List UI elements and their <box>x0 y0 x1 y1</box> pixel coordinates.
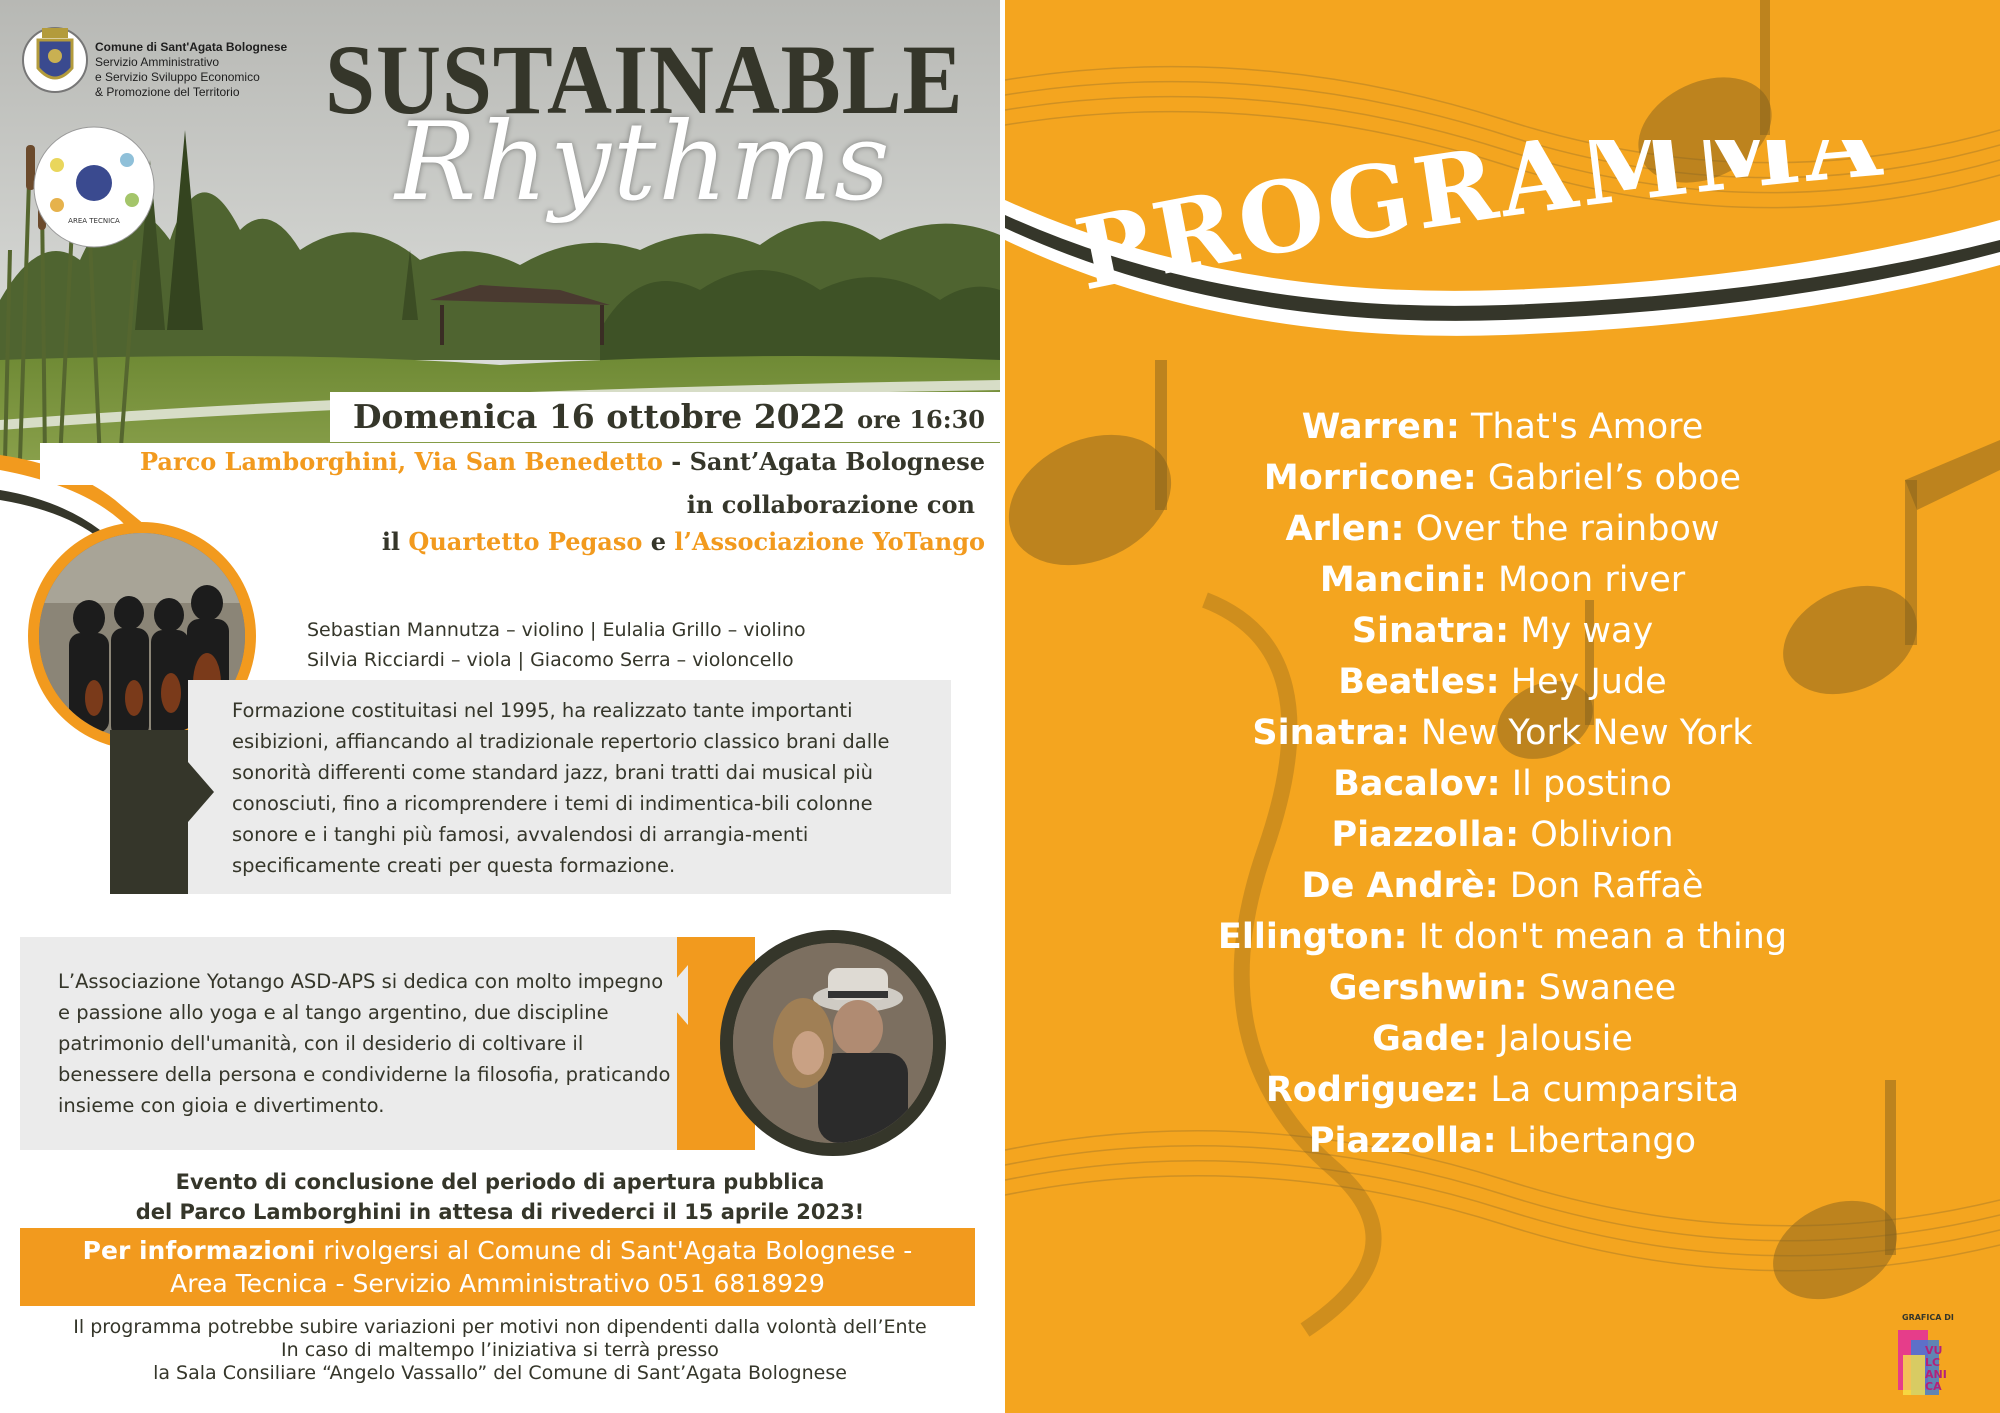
closing-line: del Parco Lamborghini in attesa di rivederci il 15 aprile 2023! <box>135 1200 865 1224</box>
quartet-description: Formazione costituitasi nel 1995, ha realizzato tante importanti esibizioni, affiancando al tradizionale repertorio classico brani dalle sonorità differenti come standard jazz, brani tratti dai musical più conosciuti, fino a ricomprendere i temi di indimentica-bili colonne sonore e i tanghi più famosi, avvalendosi di arrangia-menti specificamente creati per questa formazione. <box>232 699 890 877</box>
info-text <box>20 1234 975 1300</box>
footer-line: In caso di maltempo l’iniziativa si terrà presso <box>281 1339 719 1361</box>
quartet-panel-accent <box>110 730 188 894</box>
program-item <box>1005 708 2000 759</box>
program-piece: Gabriel’s oboe <box>1487 458 1742 498</box>
program-item <box>1005 1014 2000 1065</box>
program-item <box>1005 1116 2000 1167</box>
program-item <box>1005 861 2000 912</box>
venue-sep: - <box>662 447 690 476</box>
programma-title-text: PROGRAMMA <box>1066 140 1889 310</box>
title-main: SUSTAINABLE <box>325 24 964 135</box>
program-composer: Mancini: <box>1319 560 1487 600</box>
footer-line: Il programma potrebbe subire variazioni per motivi non dipendenti dalla volontà dell’Ente <box>73 1316 927 1338</box>
flyer-right-page <box>1005 0 2000 1413</box>
tango-couple-photo <box>720 930 946 1156</box>
program-item <box>1005 810 2000 861</box>
partners-line <box>245 527 985 556</box>
program-piece: Il postino <box>1511 764 1672 804</box>
program-composer: Warren: <box>1301 407 1460 447</box>
venue-name: Parco Lamborghini, Via San Benedetto <box>140 447 663 476</box>
partner-quartet: Quartetto Pegaso <box>408 527 643 556</box>
program-piece: That's Amore <box>1470 407 1704 447</box>
program-item <box>1005 912 2000 963</box>
info-label: Per informazioni <box>82 1236 316 1265</box>
partner-prefix: il <box>381 527 409 556</box>
svg-text:PROGRAMMA <box>1067 140 1889 310</box>
credit-small: GRAFICA DI <box>1902 1313 1954 1322</box>
program-composer: De Andrè: <box>1301 866 1499 906</box>
program-list <box>1005 402 2000 1167</box>
footer-line: la Sala Consiliare “Angelo Vassallo” del Comune di Sant’Agata Bolognese <box>153 1362 847 1384</box>
program-composer: Arlen: <box>1285 509 1405 549</box>
dept-line: Servizio Amministrativo <box>95 55 220 69</box>
program-item <box>1005 759 2000 810</box>
event-date: Domenica 16 ottobre 2022 <box>352 397 846 436</box>
event-time: ore 16:30 <box>857 405 985 434</box>
program-piece: My way <box>1520 611 1654 651</box>
partner-yotango: l’Associazione YoTango <box>674 527 985 556</box>
program-piece: Don Raffaè <box>1509 866 1704 906</box>
panel-arrow <box>186 762 216 822</box>
program-piece: Hey Jude <box>1510 662 1667 702</box>
members-line: Sebastian Mannutza – violino | Eulalia Grillo – violino <box>307 619 806 641</box>
title-script: Rhythms <box>395 100 892 225</box>
program-piece: La cumparsita <box>1490 1070 1740 1110</box>
badge-label: AREA TECNICA <box>68 217 120 225</box>
program-piece: Libertango <box>1507 1121 1697 1161</box>
members-line: Silvia Ricciardi – viola | Giacomo Serra – violoncello <box>307 649 794 671</box>
program-composer: Gade: <box>1372 1019 1488 1059</box>
program-item <box>1005 402 2000 453</box>
area-tecnica-badge <box>32 125 157 254</box>
program-composer: Bacalov: <box>1333 764 1501 804</box>
program-piece: Moon river <box>1498 560 1686 600</box>
program-piece: Over the rainbow <box>1415 509 1720 549</box>
programma-title <box>1065 140 1965 314</box>
program-piece: New York New York <box>1420 713 1753 753</box>
program-item <box>1005 657 2000 708</box>
program-item <box>1005 963 2000 1014</box>
quartet-members <box>307 615 806 675</box>
yotango-description: L’Associazione Yotango ASD-APS si dedica con molto impegno e passione allo yoga e al tango argentino, due discipline patrimonio dell'umanità, con il desiderio di coltivare il benessere della persona e condividerne la filosofia, praticando insieme con gioia e divertimento. <box>58 970 671 1117</box>
program-composer: Beatles: <box>1338 662 1500 702</box>
dept-line: e Servizio Sviluppo Economico <box>95 70 260 84</box>
credit-name: VULCANICA <box>1925 1344 1947 1393</box>
program-composer: Sinatra: <box>1252 713 1410 753</box>
event-date-line <box>335 397 985 436</box>
event-venue-line <box>45 447 985 476</box>
info-phone-line: Area Tecnica - Servizio Amministrativo 051 6818929 <box>170 1269 825 1298</box>
program-item <box>1005 453 2000 504</box>
dept-line: & Promozione del Territorio <box>95 85 240 99</box>
program-item <box>1005 606 2000 657</box>
program-composer: Piazzolla: <box>1308 1121 1497 1161</box>
program-piece: Oblivion <box>1530 815 1674 855</box>
program-item <box>1005 504 2000 555</box>
program-composer: Morricone: <box>1263 458 1477 498</box>
program-piece: Swanee <box>1538 968 1677 1008</box>
program-composer: Ellington: <box>1217 917 1408 957</box>
program-item <box>1005 1065 2000 1116</box>
program-composer: Rodriguez: <box>1265 1070 1480 1110</box>
program-composer: Gershwin: <box>1328 968 1528 1008</box>
closing-line: Evento di conclusione del periodo di apertura pubblica <box>175 1170 825 1194</box>
org-name: Comune di Sant'Agata Bolognese <box>95 40 288 54</box>
program-composer: Sinatra: <box>1351 611 1510 651</box>
municipality-label <box>95 40 287 100</box>
program-piece: It don't mean a thing <box>1418 917 1788 957</box>
program-item <box>1005 555 2000 606</box>
collaboration-label: in collaborazione con <box>686 490 975 519</box>
footer-disclaimer <box>0 1316 1000 1385</box>
program-composer: Piazzolla: <box>1331 815 1520 855</box>
municipality-crest <box>20 20 90 109</box>
closing-note <box>0 1167 1000 1227</box>
venue-town: Sant’Agata Bolognese <box>689 447 985 476</box>
program-piece: Jalousie <box>1498 1019 1633 1059</box>
info-contact: rivolgersi al Comune di Sant'Agata Bolognese - <box>315 1236 913 1265</box>
partner-and: e <box>642 527 675 556</box>
